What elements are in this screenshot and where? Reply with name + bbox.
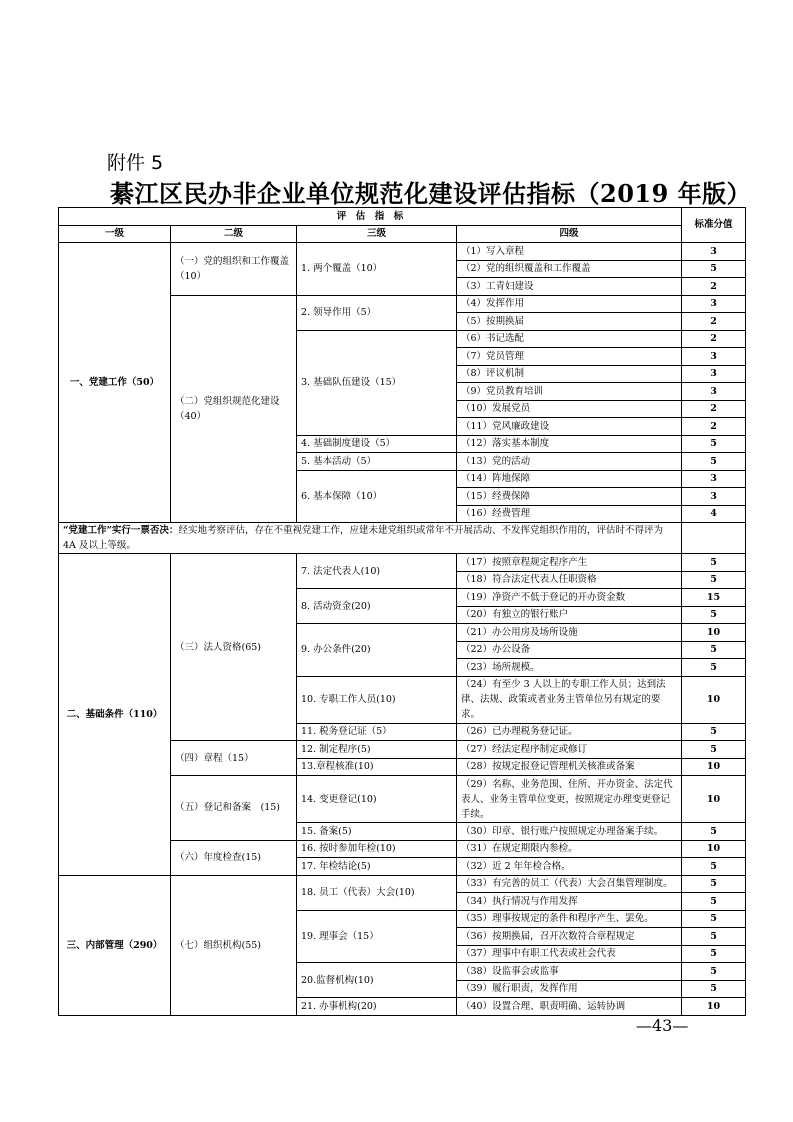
score-cell: 10 <box>682 840 746 858</box>
table-header-row <box>59 208 746 226</box>
level-4-cell: （38）设监事会或监事 <box>457 963 682 981</box>
level-3-cell: 6. 基本保障（10） <box>297 470 457 523</box>
score-cell: 5 <box>682 641 746 659</box>
level-3-cell: 10. 专职工作人员(10) <box>297 676 457 723</box>
level-3-cell: 5. 基本活动（5） <box>297 453 457 471</box>
level-3-cell: 7. 法定代表人(10) <box>297 554 457 589</box>
level-4-cell: （23）场所规模。 <box>457 659 682 677</box>
level-4-cell: （10）发展党员 <box>457 400 682 418</box>
level-1-cell: 二、基础条件（110） <box>59 554 171 876</box>
level-4-cell: （2）党的组织覆盖和工作覆盖 <box>457 260 682 278</box>
veto-note <box>59 523 682 554</box>
document-title: 綦江区民办非企业单位规范化建设评估指标（2019 年版） <box>110 179 752 208</box>
level-3-cell: 8. 活动资金(20) <box>297 589 457 624</box>
level-4-cell: （16）经费管理 <box>457 505 682 523</box>
score-cell: 2 <box>682 330 746 348</box>
level-4-cell: （27）经法定程序制定或修订 <box>457 741 682 759</box>
level-4-cell: （3）工青妇建设 <box>457 278 682 296</box>
level-4-cell: （6）书记选配 <box>457 330 682 348</box>
score-cell: 2 <box>682 418 746 436</box>
level-4-cell: （22）办公设备 <box>457 641 682 659</box>
score-cell: 5 <box>682 741 746 759</box>
level-3-cell: 20.监督机构(10) <box>297 963 457 998</box>
score-cell: 10 <box>682 758 746 776</box>
level-4-cell: （4）发挥作用 <box>457 295 682 313</box>
level-3-cell: 11. 税务登记证（5） <box>297 723 457 741</box>
level-2-cell: （四）章程（15） <box>171 741 297 776</box>
header-level-2: 二级 <box>171 225 297 243</box>
header-level-4: 四级 <box>457 225 682 243</box>
level-4-cell: （28）按规定报登记管理机关核准或备案 <box>457 758 682 776</box>
header-level-3: 三级 <box>297 225 457 243</box>
level-4-cell: （12）落实基本制度 <box>457 435 682 453</box>
evaluation-table <box>58 207 746 1016</box>
level-2-cell: （一）党的组织和工作覆盖（10） <box>171 243 297 296</box>
level-2-cell: （七）组织机构(55) <box>171 875 297 1015</box>
score-cell: 3 <box>682 383 746 401</box>
level-4-cell: （35）理事按规定的条件和程序产生、罢免。 <box>457 910 682 928</box>
level-3-cell: 18. 员工（代表）大会(10) <box>297 875 457 910</box>
score-cell: 5 <box>682 453 746 471</box>
score-cell: 5 <box>682 875 746 893</box>
level-3-cell: 19. 理事会（15） <box>297 910 457 963</box>
header-evaluation-indicators: 评 估 指 标 <box>59 208 682 226</box>
level-3-cell: 15. 备案(5) <box>297 823 457 841</box>
page-number: —43— <box>636 1016 689 1035</box>
level-4-cell: （39）履行职责，发挥作用 <box>457 980 682 998</box>
level-4-cell: （32）近 2 年年检合格。 <box>457 858 682 876</box>
level-4-cell: （18）符合法定代表人任职资格 <box>457 571 682 589</box>
level-4-cell: （40）设置合理、职责明确、运转协调 <box>457 998 682 1016</box>
level-4-cell: （8）评议机制 <box>457 365 682 383</box>
score-cell: 5 <box>682 910 746 928</box>
level-2-cell: （六）年度检查(15) <box>171 840 297 875</box>
level-4-cell: （29）名称、业务范围、住所、开办资金、法定代表人、业务主管单位变更，按照规定办理变更登记手续。 <box>457 776 682 823</box>
level-3-cell: 4. 基础制度建设（5） <box>297 435 457 453</box>
score-cell: 5 <box>682 571 746 589</box>
level-4-cell: （9）党员教育培训 <box>457 383 682 401</box>
level-2-cell: （三）法人资格(65) <box>171 554 297 741</box>
score-cell: 5 <box>682 260 746 278</box>
level-3-cell: 16. 按时参加年检(10) <box>297 840 457 858</box>
level-4-cell: （24）有至少 3 人以上的专职工作人员；达到法律、法规、政策或者业务主管单位另有规定的要求。 <box>457 676 682 723</box>
level-4-cell: （7）党员管理 <box>457 348 682 366</box>
annex-label: 附件 5 <box>107 152 164 174</box>
score-cell: 15 <box>682 589 746 607</box>
level-4-cell: （14）阵地保障 <box>457 470 682 488</box>
level-4-cell: （37）理事中有职工代表或社会代表 <box>457 945 682 963</box>
level-4-cell: （11）党风廉政建设 <box>457 418 682 436</box>
level-3-cell: 14. 变更登记(10) <box>297 776 457 823</box>
level-3-cell: 2. 领导作用（5） <box>297 295 457 330</box>
level-4-cell: （21）办公用房及场所设施 <box>457 624 682 642</box>
level-3-cell: 12. 制定程序(5) <box>297 741 457 759</box>
veto-note-row <box>59 523 746 554</box>
score-cell: 10 <box>682 624 746 642</box>
level-3-cell: 13.章程核准(10) <box>297 758 457 776</box>
score-cell: 10 <box>682 676 746 723</box>
table-row <box>59 554 746 572</box>
score-cell: 3 <box>682 488 746 506</box>
score-cell: 5 <box>682 606 746 624</box>
table-subheader-row <box>59 225 746 243</box>
score-cell: 2 <box>682 400 746 418</box>
header-standard-score: 标准分值 <box>682 208 746 243</box>
level-4-cell: （33）有完善的员工（代表）大会召集管理制度。 <box>457 875 682 893</box>
score-cell: 3 <box>682 470 746 488</box>
score-cell: 5 <box>682 723 746 741</box>
veto-note-score-cell <box>682 523 746 554</box>
level-4-cell: （34）执行情况与作用发挥 <box>457 893 682 911</box>
level-3-cell: 9. 办公条件(20) <box>297 624 457 677</box>
score-cell: 5 <box>682 945 746 963</box>
score-cell: 5 <box>682 858 746 876</box>
level-1-cell: 三、内部管理（290） <box>59 875 171 1015</box>
score-cell: 4 <box>682 505 746 523</box>
level-1-cell: 一、党建工作（50） <box>59 243 171 523</box>
level-4-cell: （31）在规定期限内参检。 <box>457 840 682 858</box>
level-4-cell: （17）按照章程规定程序产生 <box>457 554 682 572</box>
score-cell: 2 <box>682 313 746 331</box>
table-row <box>59 875 746 893</box>
level-3-cell: 21. 办事机构(20) <box>297 998 457 1016</box>
level-3-cell: 1. 两个覆盖（10） <box>297 243 457 296</box>
level-4-cell: （19）净资产不低于登记的开办资金数 <box>457 589 682 607</box>
score-cell: 5 <box>682 435 746 453</box>
level-4-cell: （20）有独立的银行账户 <box>457 606 682 624</box>
score-cell: 5 <box>682 659 746 677</box>
level-4-cell: （30）印章、银行账户按照规定办理备案手续。 <box>457 823 682 841</box>
score-cell: 10 <box>682 998 746 1016</box>
score-cell: 5 <box>682 963 746 981</box>
level-3-cell: 17. 年检结论(5) <box>297 858 457 876</box>
level-3-cell: 3. 基础队伍建设（15） <box>297 330 457 435</box>
score-cell: 10 <box>682 776 746 823</box>
score-cell: 5 <box>682 928 746 946</box>
level-4-cell: （15）经费保障 <box>457 488 682 506</box>
level-4-cell: （26）已办理税务登记证。 <box>457 723 682 741</box>
table-row <box>59 243 746 261</box>
level-2-cell: （二）党组织规范化建设（40） <box>171 295 297 523</box>
level-2-cell: （五）登记和备案 (15) <box>171 776 297 841</box>
score-cell: 3 <box>682 295 746 313</box>
score-cell: 5 <box>682 980 746 998</box>
score-cell: 3 <box>682 348 746 366</box>
score-cell: 3 <box>682 243 746 261</box>
level-4-cell: （5）按期换届 <box>457 313 682 331</box>
level-4-cell: （13）党的活动 <box>457 453 682 471</box>
level-4-cell: （1）写入章程 <box>457 243 682 261</box>
veto-note-title: “党建工作”实行一票否决： <box>63 525 179 536</box>
score-cell: 5 <box>682 823 746 841</box>
score-cell: 5 <box>682 554 746 572</box>
level-4-cell: （36）按期换届，召开次数符合章程规定 <box>457 928 682 946</box>
score-cell: 2 <box>682 278 746 296</box>
veto-note-text: 经实地考察评估，存在不重视党建工作，应建未建党组织或常年不开展活动、不发挥党组织作用的，评估时不得评为 4A 及以上等级。 <box>63 525 663 551</box>
score-cell: 5 <box>682 893 746 911</box>
header-level-1: 一级 <box>59 225 171 243</box>
score-cell: 3 <box>682 365 746 383</box>
